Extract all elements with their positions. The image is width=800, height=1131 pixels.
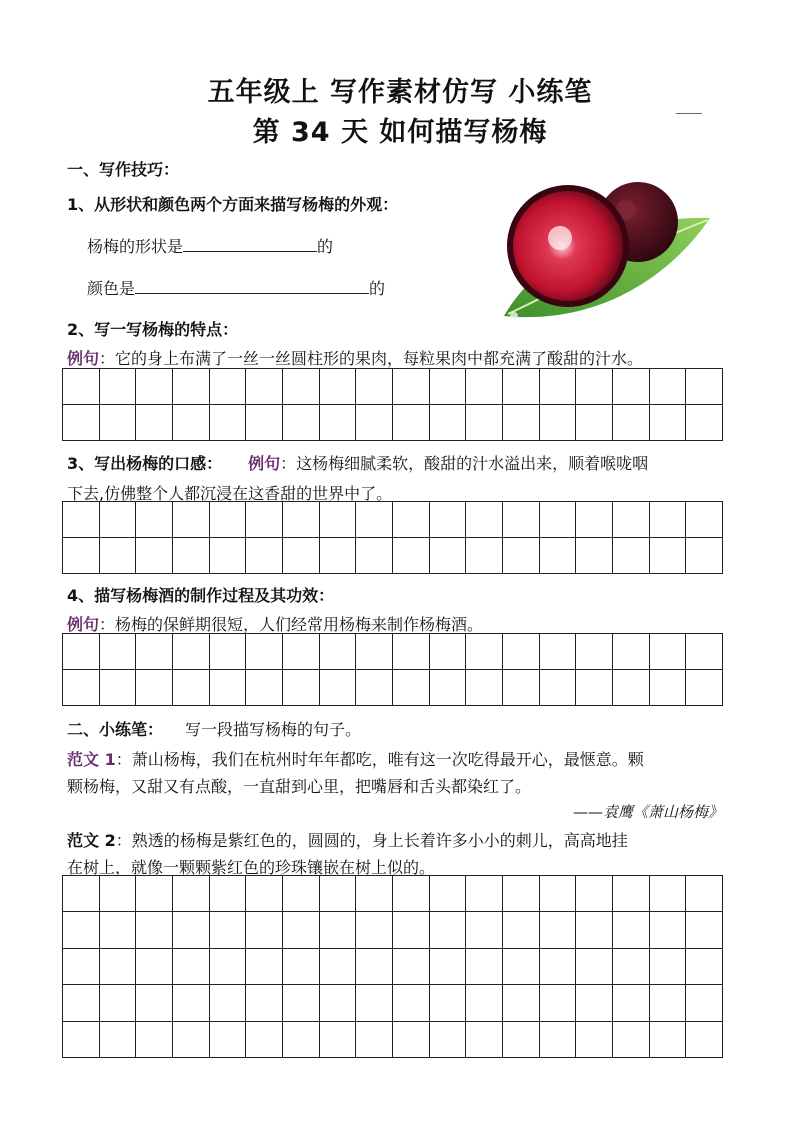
grid-cell[interactable] (540, 369, 577, 405)
grid-cell[interactable] (686, 405, 723, 441)
example-label: 例句 (67, 615, 100, 634)
grid-cell[interactable] (686, 369, 723, 405)
grid-cell[interactable] (100, 949, 137, 985)
grid-cell[interactable] (650, 538, 687, 574)
grid-cell[interactable] (283, 912, 320, 948)
grid-cell[interactable] (686, 502, 723, 538)
grid-cell[interactable] (210, 670, 247, 706)
grid-cell[interactable] (210, 912, 247, 948)
grid-cell[interactable] (173, 502, 210, 538)
shape-line (87, 234, 333, 257)
grid-cell[interactable] (540, 1022, 577, 1058)
grid-cell[interactable] (576, 1022, 613, 1058)
grid-cell[interactable] (100, 405, 137, 441)
grid-cell[interactable] (613, 670, 650, 706)
grid-cell[interactable] (466, 670, 503, 706)
color-blank[interactable] (135, 277, 369, 294)
grid-cell[interactable] (356, 912, 393, 948)
grid-cell[interactable] (210, 985, 247, 1021)
section2-heading: 二、小练笔： (67, 720, 164, 739)
item2-example (67, 346, 643, 369)
grid-cell[interactable] (246, 670, 283, 706)
grid-cell[interactable] (320, 670, 357, 706)
grid-cell[interactable] (466, 502, 503, 538)
model2-line2: 在树上，就像一颗颗紫红色的珍珠镶嵌在树上似的。 (67, 858, 436, 877)
grid-cell[interactable] (393, 985, 430, 1021)
grid-cell[interactable] (466, 985, 503, 1021)
grid-cell[interactable] (356, 1022, 393, 1058)
grid-cell[interactable] (246, 985, 283, 1021)
grid-cell[interactable] (430, 502, 467, 538)
grid-cell[interactable] (613, 985, 650, 1021)
grid-cell[interactable] (63, 670, 100, 706)
example-text: ：这杨梅细腻柔软，酸甜的汁水溢出来，顺着喉咙咽 (280, 454, 649, 473)
grid-cell[interactable] (430, 949, 467, 985)
grid-cell[interactable] (503, 538, 540, 574)
grid-cell[interactable] (503, 985, 540, 1021)
grid-cell[interactable] (430, 538, 467, 574)
grid-cell[interactable] (540, 634, 577, 670)
grid-cell[interactable] (466, 538, 503, 574)
item3-heading: 3、写出杨梅的口感： (67, 454, 223, 473)
grid-cell[interactable] (576, 502, 613, 538)
grid-cell[interactable] (283, 670, 320, 706)
grid-cell[interactable] (136, 502, 173, 538)
grid-cell[interactable] (246, 369, 283, 405)
grid-cell[interactable] (320, 912, 357, 948)
grid-cell[interactable] (283, 634, 320, 670)
grid-cell[interactable] (100, 369, 137, 405)
grid-cell[interactable] (173, 985, 210, 1021)
grid-cell[interactable] (503, 670, 540, 706)
grid-cell[interactable] (136, 369, 173, 405)
grid-cell[interactable] (393, 876, 430, 912)
grid-cell[interactable] (356, 876, 393, 912)
grid-cell[interactable] (173, 949, 210, 985)
grid-cell[interactable] (210, 502, 247, 538)
grid-cell[interactable] (686, 912, 723, 948)
grid-cell[interactable] (210, 1022, 247, 1058)
color-suffix: 的 (369, 279, 386, 298)
grid-cell[interactable] (320, 1022, 357, 1058)
grid-cell[interactable] (686, 949, 723, 985)
grid-cell[interactable] (173, 1022, 210, 1058)
grid-cell[interactable] (686, 538, 723, 574)
grid-cell[interactable] (466, 912, 503, 948)
grid-cell[interactable] (503, 502, 540, 538)
item3-line1 (67, 451, 648, 474)
grid-cell[interactable] (540, 949, 577, 985)
grid-cell[interactable] (320, 876, 357, 912)
model2-text: ：熟透的杨梅是紫红色的，圆圆的，身上长着许多小小的刺儿，高高地挂 (115, 831, 628, 850)
grid-cell[interactable] (650, 985, 687, 1021)
grid-cell[interactable] (283, 985, 320, 1021)
grid-cell[interactable] (136, 670, 173, 706)
grid-cell[interactable] (100, 876, 137, 912)
grid-cell[interactable] (686, 985, 723, 1021)
grid-cell[interactable] (466, 369, 503, 405)
example-text: ：杨梅的保鲜期很短，人们经常用杨梅来制作杨梅酒。 (99, 615, 484, 634)
shape-suffix: 的 (317, 237, 334, 256)
grid-cell[interactable] (466, 634, 503, 670)
grid-cell[interactable] (246, 949, 283, 985)
grid-cell[interactable] (650, 405, 687, 441)
grid-cell[interactable] (430, 634, 467, 670)
item2-heading: 2、写一写杨梅的特点： (67, 320, 239, 339)
grid-cell[interactable] (283, 949, 320, 985)
grid-cell[interactable] (393, 405, 430, 441)
writing-grid[interactable] (62, 875, 723, 1058)
grid-cell[interactable] (686, 634, 723, 670)
grid-cell[interactable] (613, 876, 650, 912)
grid-cell[interactable] (466, 1022, 503, 1058)
grid-cell[interactable] (356, 502, 393, 538)
model1-text: ：萧山杨梅，我们在杭州时年年都吃，唯有这一次吃得最开心，最惬意。颗 (115, 750, 644, 769)
bayberry-icon (498, 176, 718, 334)
grid-cell[interactable] (246, 1022, 283, 1058)
grid-cell[interactable] (283, 538, 320, 574)
grid-cell[interactable] (283, 1022, 320, 1058)
grid-cell[interactable] (613, 502, 650, 538)
grid-cell[interactable] (393, 949, 430, 985)
grid-cell[interactable] (320, 538, 357, 574)
grid-cell[interactable] (320, 949, 357, 985)
grid-cell[interactable] (466, 405, 503, 441)
writing-grid[interactable] (62, 633, 723, 706)
grid-cell[interactable] (210, 369, 247, 405)
grid-cell[interactable] (356, 538, 393, 574)
decorative-line (676, 113, 702, 114)
grid-cell[interactable] (356, 949, 393, 985)
grid-cell[interactable] (100, 912, 137, 948)
model1-attribution: ——袁鹰《萧山杨梅》 (572, 803, 723, 821)
grid-cell[interactable] (503, 634, 540, 670)
grid-cell[interactable] (63, 405, 100, 441)
grid-cell[interactable] (173, 538, 210, 574)
grid-cell[interactable] (63, 876, 100, 912)
grid-cell[interactable] (503, 876, 540, 912)
grid-cell[interactable] (466, 949, 503, 985)
grid-cell[interactable] (613, 634, 650, 670)
grid-cell[interactable] (393, 502, 430, 538)
grid-cell[interactable] (503, 949, 540, 985)
model1-line2: 颗杨梅，又甜又有点酸，一直甜到心里，把嘴唇和舌头都染红了。 (67, 777, 532, 796)
grid-cell[interactable] (540, 876, 577, 912)
grid-cell[interactable] (210, 405, 247, 441)
grid-cell[interactable] (576, 538, 613, 574)
shape-prefix: 杨梅的形状是 (87, 237, 184, 256)
grid-cell[interactable] (356, 985, 393, 1021)
grid-cell[interactable] (136, 985, 173, 1021)
grid-cell[interactable] (63, 1022, 100, 1058)
grid-cell[interactable] (686, 1022, 723, 1058)
color-prefix: 颜色是 (87, 279, 136, 298)
grid-cell[interactable] (173, 369, 210, 405)
item4-example (67, 612, 483, 635)
grid-cell[interactable] (63, 369, 100, 405)
grid-cell[interactable] (650, 502, 687, 538)
section2-task: 写一段描写杨梅的句子。 (185, 720, 362, 739)
grid-cell[interactable] (650, 634, 687, 670)
grid-cell[interactable] (650, 876, 687, 912)
grid-cell[interactable] (430, 985, 467, 1021)
grid-cell[interactable] (613, 912, 650, 948)
grid-cell[interactable] (540, 985, 577, 1021)
grid-cell[interactable] (650, 912, 687, 948)
grid-cell[interactable] (613, 369, 650, 405)
grid-cell[interactable] (173, 634, 210, 670)
grid-cell[interactable] (246, 912, 283, 948)
grid-cell[interactable] (100, 985, 137, 1021)
grid-cell[interactable] (576, 912, 613, 948)
grid-cell[interactable] (503, 369, 540, 405)
grid-cell[interactable] (356, 670, 393, 706)
grid-cell[interactable] (393, 1022, 430, 1058)
grid-cell[interactable] (173, 670, 210, 706)
grid-cell[interactable] (320, 405, 357, 441)
item1-heading: 1、从形状和颜色两个方面来描写杨梅的外观： (67, 195, 399, 214)
grid-cell[interactable] (136, 912, 173, 948)
grid-cell[interactable] (100, 538, 137, 574)
grid-cell[interactable] (576, 634, 613, 670)
grid-cell[interactable] (393, 912, 430, 948)
grid-cell[interactable] (246, 876, 283, 912)
grid-cell[interactable] (210, 876, 247, 912)
grid-cell[interactable] (283, 405, 320, 441)
grid-cell[interactable] (136, 1022, 173, 1058)
grid-cell[interactable] (540, 912, 577, 948)
grid-cell[interactable] (283, 369, 320, 405)
grid-cell[interactable] (686, 876, 723, 912)
grid-cell[interactable] (503, 912, 540, 948)
grid-cell[interactable] (210, 538, 247, 574)
grid-cell[interactable] (136, 876, 173, 912)
grid-cell[interactable] (576, 985, 613, 1021)
grid-cell[interactable] (466, 876, 503, 912)
grid-cell[interactable] (100, 1022, 137, 1058)
grid-cell[interactable] (283, 876, 320, 912)
writing-grid[interactable] (62, 501, 723, 574)
grid-cell[interactable] (100, 634, 137, 670)
grid-cell[interactable] (650, 670, 687, 706)
grid-cell[interactable] (576, 876, 613, 912)
grid-cell[interactable] (393, 538, 430, 574)
grid-cell[interactable] (540, 670, 577, 706)
grid-cell[interactable] (540, 538, 577, 574)
grid-cell[interactable] (393, 369, 430, 405)
page-title: 五年级上 写作素材仿写 小练笔 (207, 77, 593, 108)
grid-cell[interactable] (540, 405, 577, 441)
grid-cell[interactable] (430, 1022, 467, 1058)
grid-cell[interactable] (430, 912, 467, 948)
grid-cell[interactable] (100, 670, 137, 706)
grid-cell[interactable] (540, 502, 577, 538)
grid-cell[interactable] (63, 985, 100, 1021)
grid-cell[interactable] (576, 369, 613, 405)
example-label: 例句 (248, 454, 281, 473)
grid-cell[interactable] (63, 502, 100, 538)
grid-cell[interactable] (63, 634, 100, 670)
grid-cell[interactable] (320, 634, 357, 670)
grid-cell[interactable] (613, 1022, 650, 1058)
grid-cell[interactable] (173, 405, 210, 441)
grid-cell[interactable] (173, 912, 210, 948)
grid-cell[interactable] (430, 405, 467, 441)
model1-label: 范文 1 (67, 750, 116, 769)
grid-cell[interactable] (63, 912, 100, 948)
color-line (87, 276, 385, 299)
grid-cell[interactable] (320, 369, 357, 405)
grid-cell[interactable] (136, 634, 173, 670)
model2-line1 (67, 828, 628, 851)
model2-label: 范文 2 (67, 831, 116, 850)
grid-cell[interactable] (246, 502, 283, 538)
section1-heading: 一、写作技巧： (67, 160, 180, 179)
shape-blank[interactable] (183, 235, 317, 252)
item4-heading: 4、描写杨梅酒的制作过程及其功效： (67, 586, 335, 605)
grid-cell[interactable] (613, 405, 650, 441)
grid-cell[interactable] (210, 634, 247, 670)
grid-cell[interactable] (210, 949, 247, 985)
grid-cell[interactable] (246, 634, 283, 670)
grid-cell[interactable] (430, 876, 467, 912)
example-label: 例句 (67, 349, 100, 368)
grid-cell[interactable] (63, 538, 100, 574)
page-subtitle: 第 34 天 如何描写杨梅 (252, 117, 548, 148)
grid-cell[interactable] (136, 538, 173, 574)
grid-cell[interactable] (356, 369, 393, 405)
grid-cell[interactable] (393, 634, 430, 670)
grid-cell[interactable] (356, 634, 393, 670)
grid-cell[interactable] (650, 949, 687, 985)
writing-grid[interactable] (62, 368, 723, 441)
section2-line (67, 717, 361, 740)
grid-cell[interactable] (613, 949, 650, 985)
grid-cell[interactable] (283, 502, 320, 538)
grid-cell[interactable] (100, 502, 137, 538)
grid-cell[interactable] (173, 876, 210, 912)
grid-cell[interactable] (686, 670, 723, 706)
grid-cell[interactable] (576, 949, 613, 985)
grid-cell[interactable] (650, 369, 687, 405)
model1-line1 (67, 747, 644, 770)
grid-cell[interactable] (63, 949, 100, 985)
grid-cell[interactable] (576, 670, 613, 706)
grid-cell[interactable] (136, 949, 173, 985)
grid-cell[interactable] (650, 1022, 687, 1058)
example-text: ：它的身上布满了一丝一丝圆柱形的果肉，每粒果肉中都充满了酸甜的汁水。 (99, 349, 644, 368)
grid-cell[interactable] (430, 369, 467, 405)
grid-cell[interactable] (246, 538, 283, 574)
grid-cell[interactable] (246, 405, 283, 441)
grid-cell[interactable] (356, 405, 393, 441)
item3-line2: 下去,仿佛整个人都沉浸在这香甜的世界中了。 (67, 484, 393, 503)
grid-cell[interactable] (503, 405, 540, 441)
grid-cell[interactable] (430, 670, 467, 706)
grid-cell[interactable] (613, 538, 650, 574)
grid-cell[interactable] (320, 985, 357, 1021)
grid-cell[interactable] (393, 670, 430, 706)
grid-cell[interactable] (576, 405, 613, 441)
grid-cell[interactable] (320, 502, 357, 538)
grid-cell[interactable] (503, 1022, 540, 1058)
grid-cell[interactable] (136, 405, 173, 441)
